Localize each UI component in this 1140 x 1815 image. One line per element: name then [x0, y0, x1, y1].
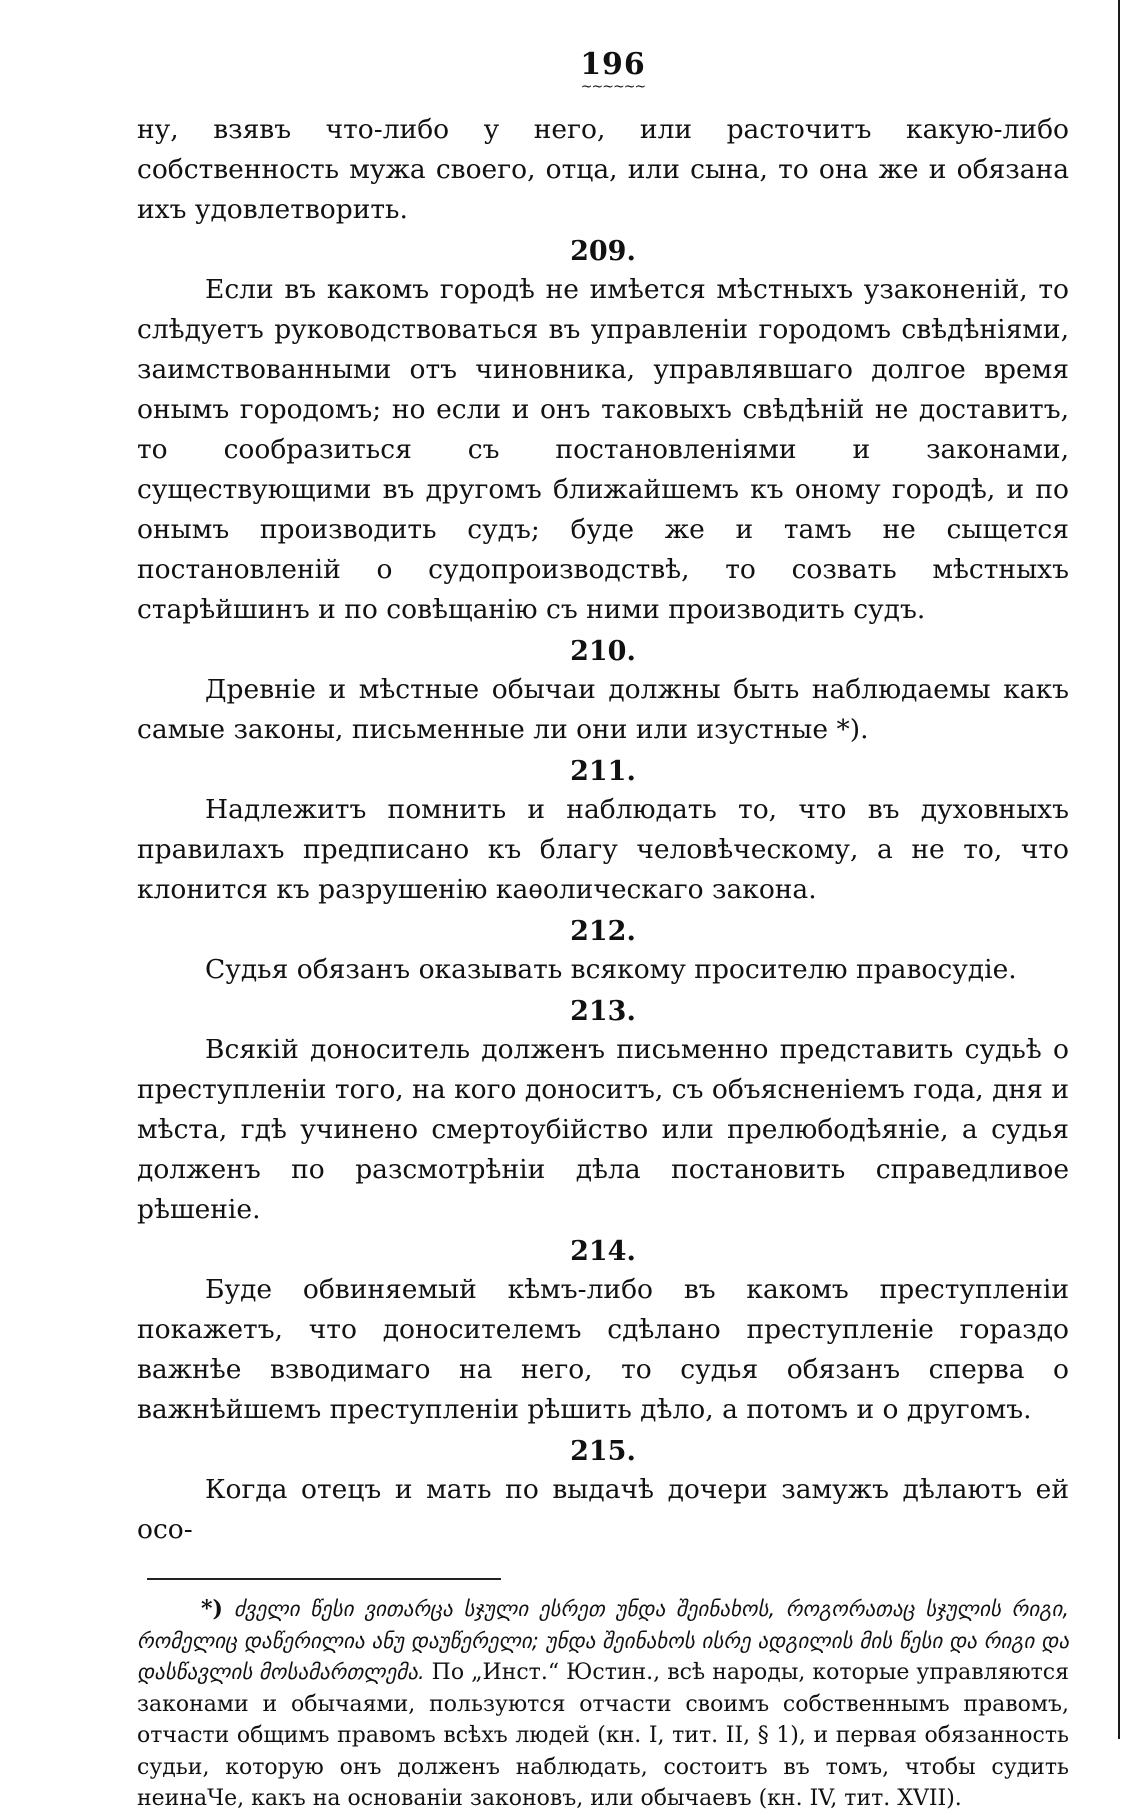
article-number-210: 210. [570, 636, 636, 667]
article-text-215: Когда отецъ и мать по выдачѣ дочери замужъ дѣлаютъ ей осо- [137, 1474, 1069, 1545]
article-number-211: 211. [570, 756, 636, 787]
article-text-212: Судья обязанъ оказывать всякому просителю правосудіе. [205, 954, 1017, 985]
footnote-georgian-text: ძველი წესი ვითარცა სჯული ესრეთ უნდა შეინახოს, როგორათაც სჯულის რიგი, რომელიც დაწერილია ანუ დაუწერელი; უნდა შეინახოს ისრე ადგილის მის წესი და რიგი და დასწავლის მოსამართლემა. [137, 1597, 1070, 1684]
footnote-divider [147, 1578, 501, 1580]
article-number-213: 213. [570, 996, 636, 1027]
article-text-213: Всякій доноситель долженъ письменно представить судьѣ о преступленіи того, на кого доноситъ, съ объясненіемъ года, дня и мѣста, гдѣ учинено смертоубійство или прелюбодѣяніе, а судья долженъ по разсмотрѣніи дѣла постановить справедливое рѣшеніе. [137, 1034, 1069, 1225]
article-number-209: 209. [570, 236, 636, 267]
article-text-210: Древніе и мѣстные обычаи должны быть наблюдаемы какъ самые законы, письменные ли они или изустные *). [137, 674, 1069, 745]
article-text-209: Если въ какомъ городѣ не имѣется мѣстныхъ узаконеній, то слѣдуетъ руководствоваться въ управленіи городомъ свѣдѣніями, заимствованными отъ чиновника, управлявшаго долгое время онымъ городомъ; но если и онъ таковыхъ свѣдѣній не доставитъ, то сообразиться съ постановленіями и законами, существующими въ другомъ ближайшемъ къ оному городѣ, и по онымъ производить судъ; буде же и тамъ не сыщется постановленій о судопроизводствѣ, то созвать мѣстныхъ старѣйшинъ и по совѣщанію съ ними производить судъ. [137, 274, 1069, 625]
page-number-ornament: ~~~~~~ [580, 79, 646, 95]
footnote [137, 1594, 1069, 1815]
article-text-211: Надлежитъ помнить и наблюдать то, что въ духовныхъ правилахъ предписано къ благу человѣческому, а не то, что клонится къ разрушенію каѳолическаго закона. [137, 794, 1069, 905]
article-number-212: 212. [570, 916, 636, 947]
document-page [137, 48, 1069, 1815]
page-number: 196 [580, 47, 646, 82]
scan-edge-line [1118, 0, 1120, 1739]
opening-paragraph: ну, взявъ что-либо у него, или расточитъ какую-либо собственность мужа своего, отца, или сына, то она же и обязана ихъ удовлетворить. [137, 114, 1069, 225]
footnote-russian-text: По „Инст.“ Юстин., всѣ народы, которые управляются законами и обычаями, пользуются отчасти своимъ собственнымъ правомъ, отчасти общимъ правомъ всѣхъ людей (кн. I, тит. II, § 1), и первая обязанность судьи, которую онъ долженъ наблюдать, состоитъ въ томъ, чтобы судить неинаЧе, какъ на основаніи законовъ, или обычаевъ (кн. IV, тит. XVII). [137, 1660, 1069, 1811]
article-number-215: 215. [570, 1436, 636, 1467]
article-number-214: 214. [570, 1236, 636, 1267]
footnote-marker: *) [201, 1596, 223, 1622]
article-text-214: Буде обвиняемый кѣмъ-либо въ какомъ преступленіи покажетъ, что доносителемъ сдѣлано преступленіе гораздо важнѣе взводимаго на него, то судья обязанъ сперва о важнѣйшемъ преступленіи рѣшить дѣло, а потомъ и о другомъ. [137, 1274, 1069, 1425]
